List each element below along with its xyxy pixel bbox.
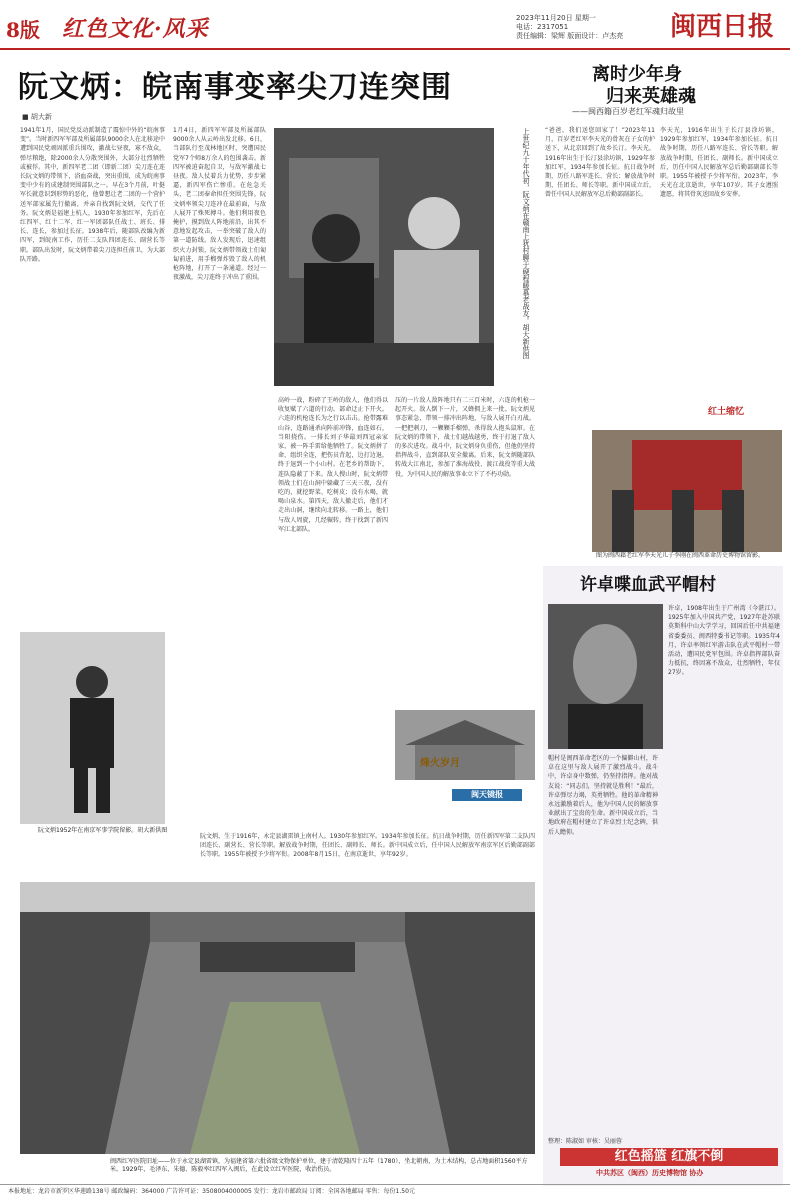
photo-hospital (20, 882, 535, 1154)
photo-building (395, 710, 535, 780)
photo-xuzhuo (548, 604, 663, 749)
editors: 责任编辑：梁辉 版面设计：卢杰亮 (516, 32, 624, 40)
article-col-2: 1月4日，新四军军部及所属部队9000余人从云岭出发北移。6日，当部队行至茂林地区时，突遭国民党军7个师8万余人的包围袭击。新四军被迫奋起自卫，与敌军激战七昼夜。敌人仗着兵力优势，步步紧逼，新四军伤亡惨重。在危急关头，老二团奉命担任突围先锋。阮文炳率领尖刀连冲在最前面，与敌人展开了殊死搏斗。他们利用夜色掩护，摸到敌人阵地前沿，出其不意地发起攻击，一举突破了敌人的第一道防线。敌人发现后，迅速组织火力封锁，阮文炳带领战士们匍匐前进，用手榴弹炸毁了敌人的机枪阵地，打开了一条通道。经过一夜激战，尖刀连终于冲出了重围。 (173, 127, 266, 282)
right-bottom-col-1a: 许卓，1908年出生于广州湾（今湛江）。1925年加入中国共产党，1927年赴苏联莫斯科中山大学学习，回国后任中共福建省委委员、闽西特委书记等职。1935年4月，许卓率领红军游击队在武平帽村一带活动，遭国民党军包围。许卓指挥部队奋力抵抗，终因寡不敌众，壮烈牺牲，年仅27岁。 (668, 605, 780, 677)
article-col-2b (173, 396, 266, 626)
right-bottom-col-1: 帽村是闽西革命老区的一个偏僻山村，许卓在这里与敌人展开了激烈战斗。战斗中，许卓身中数弹，仍坚持指挥。他对战友说：“同志们，坚持就是胜利！”最后，许卓弹尽力竭，英勇牺牲。他的革命精神永远激励着后人，他为中国人民的解放事业献出了宝贵的生命。新中国成立后，当地政府在帽村建立了许卓烈士纪念碑，供后人瞻仰。 (548, 755, 658, 836)
portrait-caption: 阮文炳1952年在南京军事学院留影。胡大新供图 (38, 827, 168, 834)
page-header (0, 0, 790, 50)
photo-veterans (274, 128, 494, 386)
page-number: 8版 (6, 18, 40, 42)
photo-xuzhuo-art (548, 604, 663, 749)
banner: 红色摇篮 红旗不倒 (560, 1148, 778, 1166)
photo-veterans-art (274, 128, 494, 386)
stamp-label: 烽火岁月 (420, 758, 460, 769)
article-col-3: 高岭一战，粉碎了王岭的敌人，他们得以收复赋了六道的行动。部命迂止下开火。六连的机枪连长为之行以击击。抢带露难山谷，连路通杀向阵前冲锋，血连如石，当阳挠伤。一排长刘子华最刘西冠亲家家，被一阵手雷给他牺牲了。阮文炳拼了命，组织全连，把伤员背起，边打边退，终于退到一个小山村。在老乡的帮助下，连队隐蔽了下来。敌人搜山时，阮文炳带领战士们在山洞中躲藏了三天三夜，没有吃的，就挖野菜、吃树皮；没有水喝，就喝山泉水。第四天，敌人撤走后，他们才走出山洞，继续向北转移。一路上，他们与敌人周旋，几经辗转，终于找到了新四军江北部队。 (278, 397, 388, 533)
date-info (516, 14, 666, 41)
section-title: 红色文化·风采 (62, 16, 209, 42)
right-bottom-title: 许卓喋血武平帽村 (580, 575, 716, 595)
article-title: 阮文炳：皖南事变率尖刀连突围 (18, 70, 452, 105)
photo-museum-art (592, 430, 782, 552)
photo-portrait (20, 632, 165, 824)
photo-hospital-art (20, 882, 535, 1154)
article-col-4: 压的一片敌人敌阵地只有二三百米时，六连的机枪一起开火。敌人倒下一片，又蜂拥上来一批。阮文炳见事态紧急，带领一排冲出阵地，与敌人展开白刃战。一把把刺刀，一颗颗手榴弹，杀得敌人抱头鼠窜。在阮文炳的带领下，战士们越战越勇，终于打退了敌人的多次进攻。战斗中，阮文炳身负重伤，但他仍坚持指挥战斗，直到部队安全撤离。后来，阮文炳随部队转战大江南北，参加了淮海战役、渡江战役等重大战役，为中国人民的解放事业立下了不朽功勋。 (395, 397, 535, 478)
tag-label: 闽天镜报 (452, 789, 522, 801)
photo-portrait-art (20, 632, 165, 824)
photo-vertical-caption: 上世纪九十年代初，阮文炳在赣南上犹村聊于硬程暖慕老战友。胡大新供图 (522, 128, 530, 359)
phone: 电话：2317051 (516, 23, 569, 31)
right-bottom-credits: 整理：陈淑如 审核：吴丽蓉 (548, 1138, 622, 1145)
right-bottom-col-2 (664, 754, 780, 1134)
museum-caption: 图为闽西籍老红军李天光儿子李刚在闽西革命历史博物馆留影。 (596, 552, 765, 559)
right-title-2: 归来英雄魂 (606, 86, 696, 107)
page-footer: 本报地址：龙岩市新罗区华莲路138号 邮政编码：364000 广告许可证：3508004000005 发行：龙岩市邮政局 订阅：全国各地邮局 零售：每份1.50元 (0, 1184, 790, 1200)
article-col-1: 1941年1月，国民党反动派制造了震惊中外的“皖南事变”。当时新四军军部及所属部队9000余人在北移途中遭到国民党顽固派重兵围攻，激战七昼夜，寡不敌众，弹尽粮绝，除2000余人分散突围外，大部分壮烈牺牲或被俘。其中，新四军老二团（即新二团）尖刀连在连长阮文炳的带领下，浴血奋战，突出重围，成为皖南事变中少有的成建制突围部队之一。早在3个月前，叶挺军长就意识到形势的恶化，他曾想让老二团的一个营护送军部家属先行撤离，并亲自找到阮文炳，交代了任务。阮文炳是福建上杭人，1930年参加红军，先后在红四军、红十二军、红一军团部队任战士、班长、排长、连长，参加过长征。1938年后，随部队改编为新四军，到皖南工作，历任二支队四团连长、副营长等职。部队出发时，阮文炳带着尖刀连担任前卫，为大部队开路。 (20, 127, 165, 263)
author: 胡大新 (30, 113, 52, 121)
right-author: 红土缩忆 (708, 407, 745, 417)
right-title-1: 离时少年身 (592, 64, 682, 85)
sponsor: 中共苏区（闽西）历史博物馆 协办 (596, 1169, 704, 1177)
photo-museum (592, 430, 782, 552)
right-col-1: “爸爸，我们送您回家了！”2023年11月，百岁老红军李天光的骨灰在子女的护送下，从北京回到了故乡长汀。李天光，1916年出生于长汀县涂坊镇，1929年参加红军，1934年参加长征。抗日战争时期，历任八路军连长、营长；解放战争时期，任团长、师长等职。新中国成立后，曾任中国人民解放军总后勤部副部长。 (545, 127, 655, 199)
date: 2023年11月20日 星期一 (516, 14, 596, 22)
hospital-caption: 闽西红军医院旧址——位于永定县湖雷镇，为福建省第六批省级文物保护单位，建于清乾隆四十五年（1780），坐北朝南，为土木结构，总占地面积1560平方米。1929年，毛泽东、朱德、陈毅率红四军入闽后，在此设立红军医院，收治伤员。 (110, 1158, 528, 1173)
masthead: 闽西日报 (670, 12, 775, 42)
right-subtitle: ——闽西籍百岁老红军魂归故里 (572, 107, 684, 116)
right-col-2: 李天光，1916年出生于长汀县涂坊镇，1929年参加红军，1934年参加长征。抗日战争时期，历任八路军连长、营长等职。解放战争时期，任团长、副师长。新中国成立后，历任中国人民解放军总后勤部副部长等职。1955年被授予少将军衔。2023年，李天光在北京逝世，享年107岁。其子女遵照遗愿，将其骨灰送回故乡安葬。 (660, 127, 778, 199)
byline: ■ 胡大新 (22, 113, 52, 121)
bio-text: 阮文炳，生于1916年，永定县湖雷镇上南村人。1930年参加红军。1934年参加长征。抗日战争时期，历任新四军第二支队四团连长、副营长、营长等职。解放战争时期，任团长、副师长、师长。新中国成立后，任中国人民解放军南京军区后勤部副部长等职。1955年被授予少将军衔。2008年8月15日，在南京逝世，享年92岁。 (200, 833, 535, 859)
photo-building-art (395, 710, 535, 780)
